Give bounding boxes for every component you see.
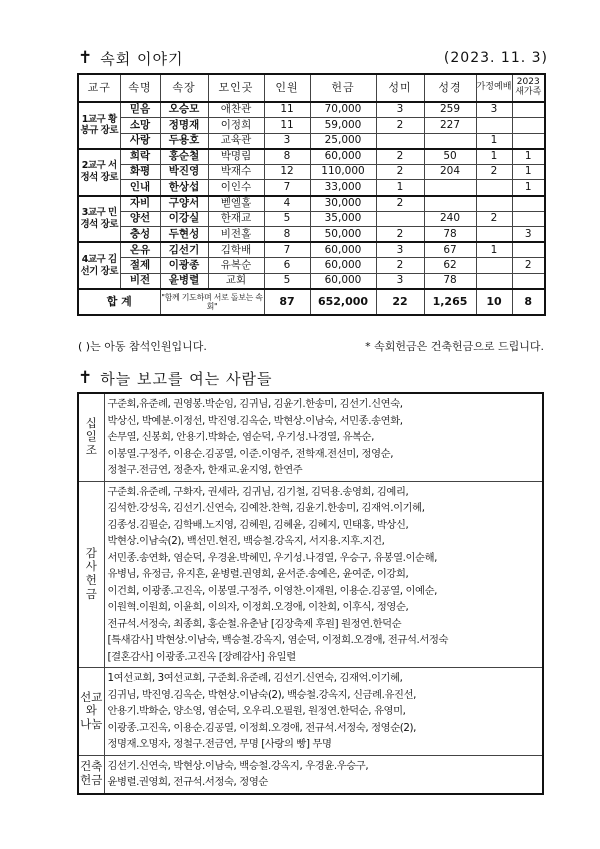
donor-line: 김석한.강성옥, 김선기.신연숙, 김예찬.찬혁, 김윤기.한송미, 김재억.이기혜,	[107, 502, 425, 514]
table-cell: 2	[376, 227, 424, 243]
table-cell: 1	[476, 149, 512, 165]
table-cell: 구양서	[160, 196, 208, 212]
column-header: 성경	[424, 74, 476, 102]
category-label	[78, 481, 104, 668]
total-new-family: 8	[512, 289, 545, 315]
table-cell: 온유	[120, 242, 160, 258]
table-cell: 두용호	[160, 133, 208, 149]
table-cell	[424, 180, 476, 196]
table-cell: 78	[424, 227, 476, 243]
table-cell	[476, 227, 512, 243]
total-label: 합 계	[78, 289, 160, 315]
category-label	[78, 668, 104, 756]
donor-line: 이건희, 이광종.고진옥, 이봉열.구정주, 이영찬.이재원, 이용순.김공열, 이예순,	[107, 584, 437, 597]
table-cell: 벧엘홀	[208, 196, 264, 212]
table-row	[78, 133, 545, 149]
table-cell: 정명재	[160, 118, 208, 134]
table-cell: 7	[264, 180, 310, 196]
table-cell: 사랑	[120, 133, 160, 149]
offering-category-row	[78, 668, 543, 756]
table-cell: 3	[512, 227, 545, 243]
table-row	[78, 227, 545, 243]
column-header: 속명	[120, 74, 160, 102]
donor-line: [결혼감사] 이광종.고진옥 [장례감사] 유일렬	[107, 650, 296, 663]
table-cell	[512, 118, 545, 134]
table-row	[78, 196, 545, 212]
donor-line: 김종성.김필순, 김학배.노지영, 김혜원, 김혜윤, 김혜지, 민태홍, 박상신,	[107, 518, 409, 531]
table-cell: 윤병렬	[160, 274, 208, 290]
table-cell: 25,000	[310, 133, 376, 149]
table-cell: 박진영	[160, 164, 208, 180]
table-cell: 5	[264, 211, 310, 227]
donor-line: 이광종.고진옥, 이용순.김공열, 이정희.오경애, 전규석.서정숙, 정영순(2),	[107, 721, 416, 734]
table-cell: 2	[376, 118, 424, 134]
page-title: 속회 이야기	[100, 50, 184, 68]
table-cell: 227	[424, 118, 476, 134]
district-cell: 3교구 민경석 장로	[78, 196, 120, 243]
table-cell	[476, 274, 512, 290]
offering-category-row	[78, 393, 543, 481]
donor-line: 서민종.송연화, 염순덕, 우경윤.박혜민, 우기성.나경열, 우승구, 유봉열.이순해,	[107, 551, 437, 564]
category-label-part: 일	[85, 429, 97, 444]
table-cell: 절제	[120, 258, 160, 274]
column-header: 인원	[264, 74, 310, 102]
table-cell: 67	[424, 242, 476, 258]
table-cell	[376, 211, 424, 227]
donor-line: 박현상.이남숙(2), 백선민.현진, 백승철.강옥지, 서지용.지후.지건,	[107, 535, 385, 547]
category-label	[78, 755, 104, 794]
table-cell: 비전홀	[208, 227, 264, 243]
table-cell: 3	[376, 274, 424, 290]
table-cell: 3	[376, 242, 424, 258]
donor-line: 이원혁.이원희, 이윤희, 이의자, 이정희.오경애, 이찬희, 이후식, 정영순,	[107, 601, 409, 613]
total-worship: 10	[476, 289, 512, 315]
donor-line: 정철구.전금연, 정춘자, 한재교.윤지영, 한연주	[107, 464, 303, 476]
donor-names	[104, 668, 543, 756]
table-cell	[476, 258, 512, 274]
donor-line: 박상신, 박예분.이정선, 박진영.김옥순, 박현상.이남숙, 서민종.송연화,	[107, 414, 403, 427]
table-cell: 259	[424, 102, 476, 118]
table-cell: 1	[512, 180, 545, 196]
total-people: 87	[264, 289, 310, 315]
table-cell: 59,000	[310, 118, 376, 134]
table-cell	[512, 242, 545, 258]
table-cell: 소망	[120, 118, 160, 134]
table-cell: 교회	[208, 274, 264, 290]
section-title: 하늘 보고를 여는 사람들	[100, 370, 273, 388]
table-cell: 3	[264, 133, 310, 149]
donor-line: 안용기.박화순, 양소영, 염순덕, 오우리.오필원, 원정연.한덕순, 유영미,	[107, 705, 406, 717]
column-header: 속장	[160, 74, 208, 102]
table-cell	[424, 133, 476, 149]
cell-group-stats-table	[77, 73, 546, 316]
offering-note: * 속회헌금은 건축헌금으로 드립니다.	[365, 340, 544, 353]
table-cell: 2	[376, 258, 424, 274]
table-cell	[512, 211, 545, 227]
table-cell: 7	[264, 242, 310, 258]
table-cell: 6	[264, 258, 310, 274]
table-cell: 1	[376, 180, 424, 196]
table-cell: 이강실	[160, 211, 208, 227]
table-cell: 한상섭	[160, 180, 208, 196]
table-cell: 204	[424, 164, 476, 180]
category-label-part: 십	[85, 415, 97, 430]
table-cell: 240	[424, 211, 476, 227]
table-cell: 희락	[120, 149, 160, 165]
offering-category-row	[78, 755, 543, 794]
table-cell: 1	[512, 149, 545, 165]
table-cell: 8	[264, 227, 310, 243]
table-cell: 한재교	[208, 211, 264, 227]
district-cell: 2교구 서정석 장로	[78, 149, 120, 196]
category-label-part: 와	[85, 703, 97, 718]
column-header: 모인곳	[208, 74, 264, 102]
donor-line: 김선기.신연숙, 박현상.이남숙, 백승철.강옥지, 우경윤.우승구,	[107, 759, 369, 772]
category-label-part: 나눔	[80, 717, 103, 732]
page-header	[78, 48, 183, 69]
table-cell: 35,000	[310, 211, 376, 227]
offering-people-table	[77, 392, 544, 795]
table-cell: 60,000	[310, 274, 376, 290]
table-cell: 화평	[120, 164, 160, 180]
total-rice: 22	[376, 289, 424, 315]
category-label-part: 사	[85, 559, 97, 574]
table-row	[78, 242, 545, 258]
donor-line: 유병님, 유정금, 유지흔, 윤병렬.권영희, 윤서준.송예은, 윤여준, 이강희,	[107, 568, 409, 580]
table-cell	[512, 274, 545, 290]
table-cell: 2	[376, 164, 424, 180]
table-cell: 1	[512, 164, 545, 180]
table-cell: 홍순철	[160, 149, 208, 165]
table-row	[78, 258, 545, 274]
donor-line: 김귀님, 박진영.김옥순, 박현상.이남숙(2), 백승철.강옥지, 신금례.유진선,	[107, 688, 416, 701]
table-row	[78, 149, 545, 165]
table-cell: 62	[424, 258, 476, 274]
table-cell	[512, 133, 545, 149]
table-cell: 충성	[120, 227, 160, 243]
district-cell: 4교구 김선기 장로	[78, 242, 120, 289]
table-cell: 50,000	[310, 227, 376, 243]
total-bible: 1,265	[424, 289, 476, 315]
table-cell: 8	[264, 149, 310, 165]
donor-line: 윤병렬.권영희, 전규석.서정숙, 정영순	[107, 776, 268, 788]
table-cell: 3	[376, 102, 424, 118]
table-cell: 자비	[120, 196, 160, 212]
table-cell: 2	[512, 258, 545, 274]
category-label-part: 선교	[80, 689, 103, 704]
category-label-part: 건축	[80, 759, 103, 774]
table-cell: 33,000	[310, 180, 376, 196]
category-label-part: 헌금	[80, 773, 103, 787]
table-cell	[376, 133, 424, 149]
table-cell: 박명림	[208, 149, 264, 165]
column-header: 헌금	[310, 74, 376, 102]
cross-icon: ✝	[78, 48, 93, 68]
table-cell: 2	[376, 196, 424, 212]
category-label	[78, 393, 104, 481]
donor-line: [특새감사] 박현상.이남숙, 백승철.강옥지, 염순덕, 이정희.오경애, 전규석.서정숙	[107, 634, 449, 646]
table-cell: 2	[476, 164, 512, 180]
table-cell: 30,000	[310, 196, 376, 212]
donor-line: 1여선교회, 3여선교회, 구준회.유준례, 김선기.신연숙, 김재억.이기혜,	[107, 672, 403, 684]
table-cell: 애찬관	[208, 102, 264, 118]
table-cell: 김학배	[208, 242, 264, 258]
section-header	[78, 368, 272, 389]
table-cell: 11	[264, 118, 310, 134]
column-header: 가정예배	[476, 74, 512, 102]
column-header: 2023새가족	[512, 74, 545, 102]
table-row	[78, 102, 545, 118]
donor-line: 손무열, 신봉희, 안용기.박화순, 염순덕, 우기성.나경열, 유복순,	[107, 431, 374, 443]
table-cell: 12	[264, 164, 310, 180]
table-cell: 70,000	[310, 102, 376, 118]
table-cell	[512, 102, 545, 118]
child-attendance-note: ( )는 아동 참석인원입니다.	[78, 340, 207, 353]
date-label: (2023. 11. 3)	[443, 50, 548, 66]
total-motto: "함께 기도하며 서로 돌보는 속회"	[160, 289, 264, 315]
table-cell: 3	[476, 102, 512, 118]
total-row	[78, 289, 545, 315]
table-cell: 50	[424, 149, 476, 165]
donor-line: 정명재.오명자, 정철구.전금연, 무명 [사랑의 빵] 무명	[107, 738, 332, 750]
table-cell: 유복순	[208, 258, 264, 274]
table-cell: 두현성	[160, 227, 208, 243]
offering-category-row	[78, 481, 543, 668]
total-offering: 652,000	[310, 289, 376, 315]
table-row	[78, 274, 545, 290]
table-cell: 김선기	[160, 242, 208, 258]
table-cell: 5	[264, 274, 310, 290]
table-row	[78, 211, 545, 227]
table-cell: 110,000	[310, 164, 376, 180]
donor-line: 이봉열.구정주, 이용순.김공열, 이준.이영주, 전학재.전선미, 정영순,	[107, 447, 394, 460]
table-cell: 박재수	[208, 164, 264, 180]
column-header: 교구	[78, 74, 120, 102]
donor-line: 구준회.유준례, 구화자, 권세라, 김귀님, 김기철, 김덕용.송영희, 김예리,	[107, 485, 409, 498]
category-label-part: 헌	[85, 573, 97, 588]
table-cell: 60,000	[310, 258, 376, 274]
category-label-part: 조	[85, 443, 97, 458]
table-cell	[424, 196, 476, 212]
table-cell: 인내	[120, 180, 160, 196]
table-cell: 11	[264, 102, 310, 118]
table-cell: 2	[376, 149, 424, 165]
table-cell: 이인수	[208, 180, 264, 196]
donor-names	[104, 393, 543, 481]
table-cell	[476, 196, 512, 212]
column-header: 성미	[376, 74, 424, 102]
table-cell	[512, 196, 545, 212]
table-cell: 비전	[120, 274, 160, 290]
table-cell: 양선	[120, 211, 160, 227]
table-cell: 이정희	[208, 118, 264, 134]
table-cell: 교육관	[208, 133, 264, 149]
category-label-part: 감	[85, 545, 97, 560]
donor-line: 구준회,유준례, 권영봉.박순임, 김귀님, 김윤기.한송미, 김선기.신연숙,	[107, 398, 403, 410]
donor-names	[104, 481, 543, 668]
table-cell: 4	[264, 196, 310, 212]
donor-names	[104, 755, 543, 794]
table-cell	[476, 118, 512, 134]
table-row	[78, 180, 545, 196]
table-cell	[476, 180, 512, 196]
table-cell: 이광종	[160, 258, 208, 274]
table-cell: 1	[476, 242, 512, 258]
district-cell: 1교구 황봉규 장로	[78, 102, 120, 149]
donor-line: 전규석.서정숙, 최종희, 홍순철.유춘남 [김장축제 후원] 원정연.한덕순	[107, 617, 402, 630]
table-cell: 60,000	[310, 242, 376, 258]
table-cell: 60,000	[310, 149, 376, 165]
category-label-part: 금	[85, 587, 97, 602]
table-cell: 2	[476, 211, 512, 227]
table-cell: 믿음	[120, 102, 160, 118]
table-row	[78, 164, 545, 180]
table-cell: 1	[476, 133, 512, 149]
table-cell: 오승모	[160, 102, 208, 118]
table-cell: 78	[424, 274, 476, 290]
cross-icon: ✝	[78, 368, 93, 388]
table-row	[78, 118, 545, 134]
